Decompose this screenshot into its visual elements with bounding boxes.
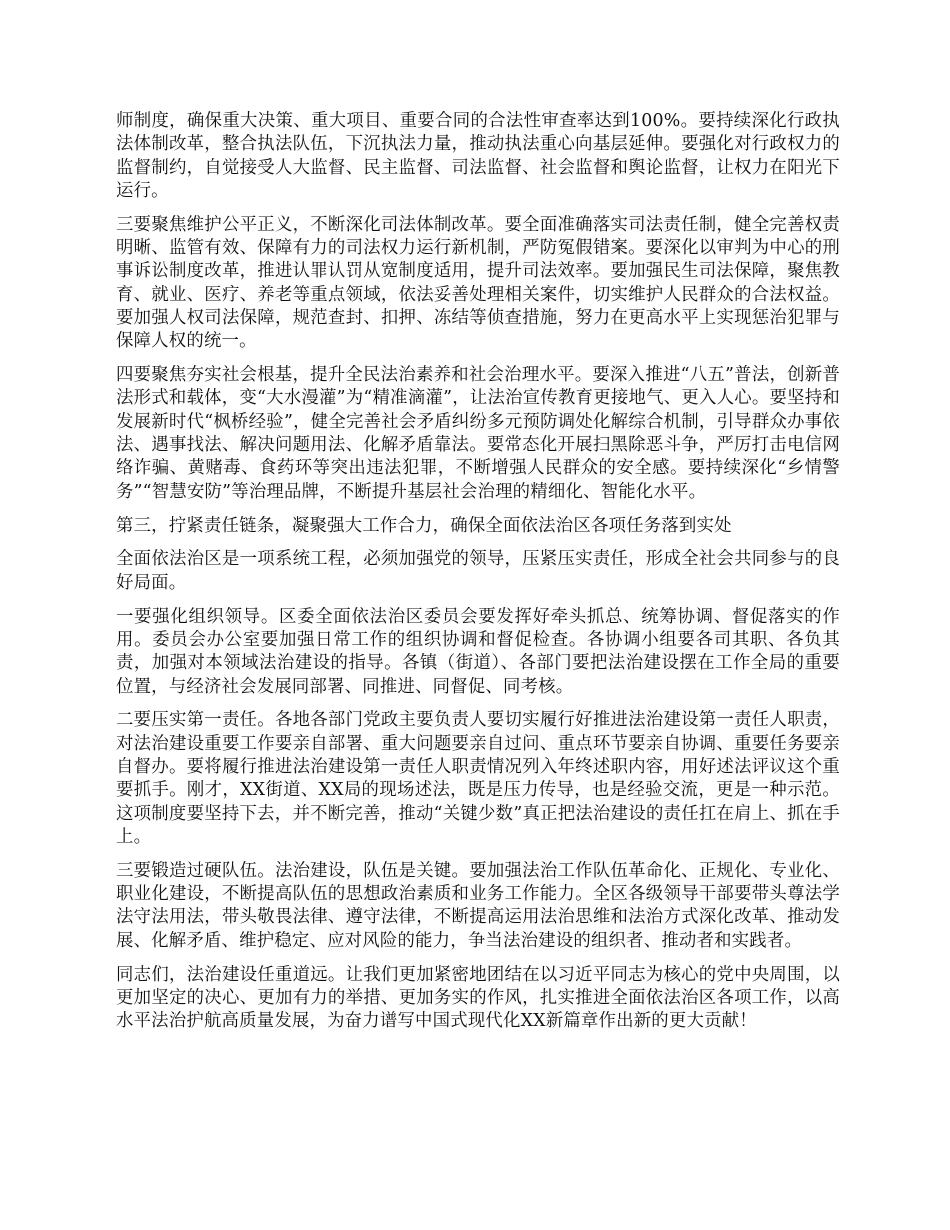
paragraph-2: 三要聚焦维护公平正义，不断深化司法体制改革。要全面准确落实司法责任制，健全完善权责明晰、监管有效、保障有力的司法权力运行新机制，严防冤假错案。要深化以审判为中心的刑事诉讼制度改革，推进认罪认罚从宽制度适用，提升司法效率。要加强民生司法保障，聚焦教育、就业、医疗、养老等重点领域，依法妥善处理相关案件，切实维护人民群众的合法权益。要加强人权司法保障，规范查封、扣押、冻结等侦查措施，努力在更高水平上实现惩治犯罪与保障人权的统一。 [116, 214, 840, 352]
paragraph-8: 三要锻造过硬队伍。法治建设，队伍是关键。要加强法治工作队伍革命化、正规化、专业化、职业化建设，不断提高队伍的思想政治素质和业务工作能力。全区各级领导干部要带头尊法学法守法用法，带头敬畏法律、遵守法律，不断提高运用法治思维和法治方式深化改革、推动发展、化解矛盾、维护稳定、应对风险的能力，争当法治建设的组织者、推动者和实践者。 [116, 860, 840, 951]
document-body [116, 110, 840, 1044]
paragraph-1: 师制度，确保重大决策、重大项目、重要合同的合法性审查率达到100%。要持续深化行政执法体制改革，整合执法队伍，下沉执法力量，推动执法重心向基层延伸。要强化对行政权力的监督制约，自觉接受人大监督、民主监督、司法监督、社会监督和舆论监督，让权力在阳光下运行。 [116, 111, 840, 201]
closing-paragraph: 同志们，法治建设任重道远。让我们更加紧密地团结在以习近平同志为核心的党中央周围，以更加坚定的决心、更加有力的举措、更加务实的作风，扎实推进全面依法治区各项工作，以高水平法治护航高质量发展，为奋力谱写中国式现代化XX新篇章作出新的更大贡献！ [116, 964, 840, 1032]
paragraph-6: 一要强化组织领导。区委全面依法治区委员会要发挥好牵头抓总、统筹协调、督促落实的作用。委员会办公室要加强日常工作的组织协调和督促检查。各协调小组要各司其职、各负其责，加强对本领域法治建设的指导。各镇（街道）、各部门要把法治建设摆在工作全局的重要位置，与经济社会发展同部署、同推进、同督促、同考核。 [116, 606, 840, 697]
paragraph-3: 四要聚焦夯实社会根基，提升全民法治素养和社会治理水平。要深入推进“八五”普法，创新普法形式和载体，变“大水漫灌”为“精准滴灌”，让法治宣传教育更接地气、更入人心。要坚持和发展新时代“枫桥经验”，健全完善社会矛盾纠纷多元预防调处化解综合机制，引导群众办事依法、遇事找法、解决问题用法、化解矛盾靠法。要常态化开展扫黑除恶斗争，严厉打击电信网络诈骗、黄赌毒、食药环等突出违法犯罪，不断增强人民群众的安全感。要持续深化“乡情警务”“智慧安防”等治理品牌，不断提升基层社会治理的精细化、智能化水平。 [116, 365, 840, 502]
section-heading: 第三，拧紧责任链条，凝聚强大工作合力，确保全面依法治区各项任务落到实处 [116, 515, 732, 536]
paragraph-7: 二要压实第一责任。各地各部门党政主要负责人要切实履行好推进法治建设第一责任人职责，对法治建设重要工作要亲自部署、重大问题要亲自过问、重点环节要亲自协调、重要任务要亲自督办。要将履行推进法治建设第一责任人职责情况列入年终述职内容，用好述法评议这个重要抓手。刚才，XX街道、XX局的现场述法，既是压力传导，也是经验交流，更是一种示范。这项制度要坚持下去，并不断完善，推动“关键少数”真正把法治建设的责任扛在肩上、抓在手上。 [116, 710, 840, 847]
paragraph-5: 全面依法治区是一项系统工程，必须加强党的领导，压紧压实责任，形成全社会共同参与的良好局面。 [116, 549, 840, 593]
